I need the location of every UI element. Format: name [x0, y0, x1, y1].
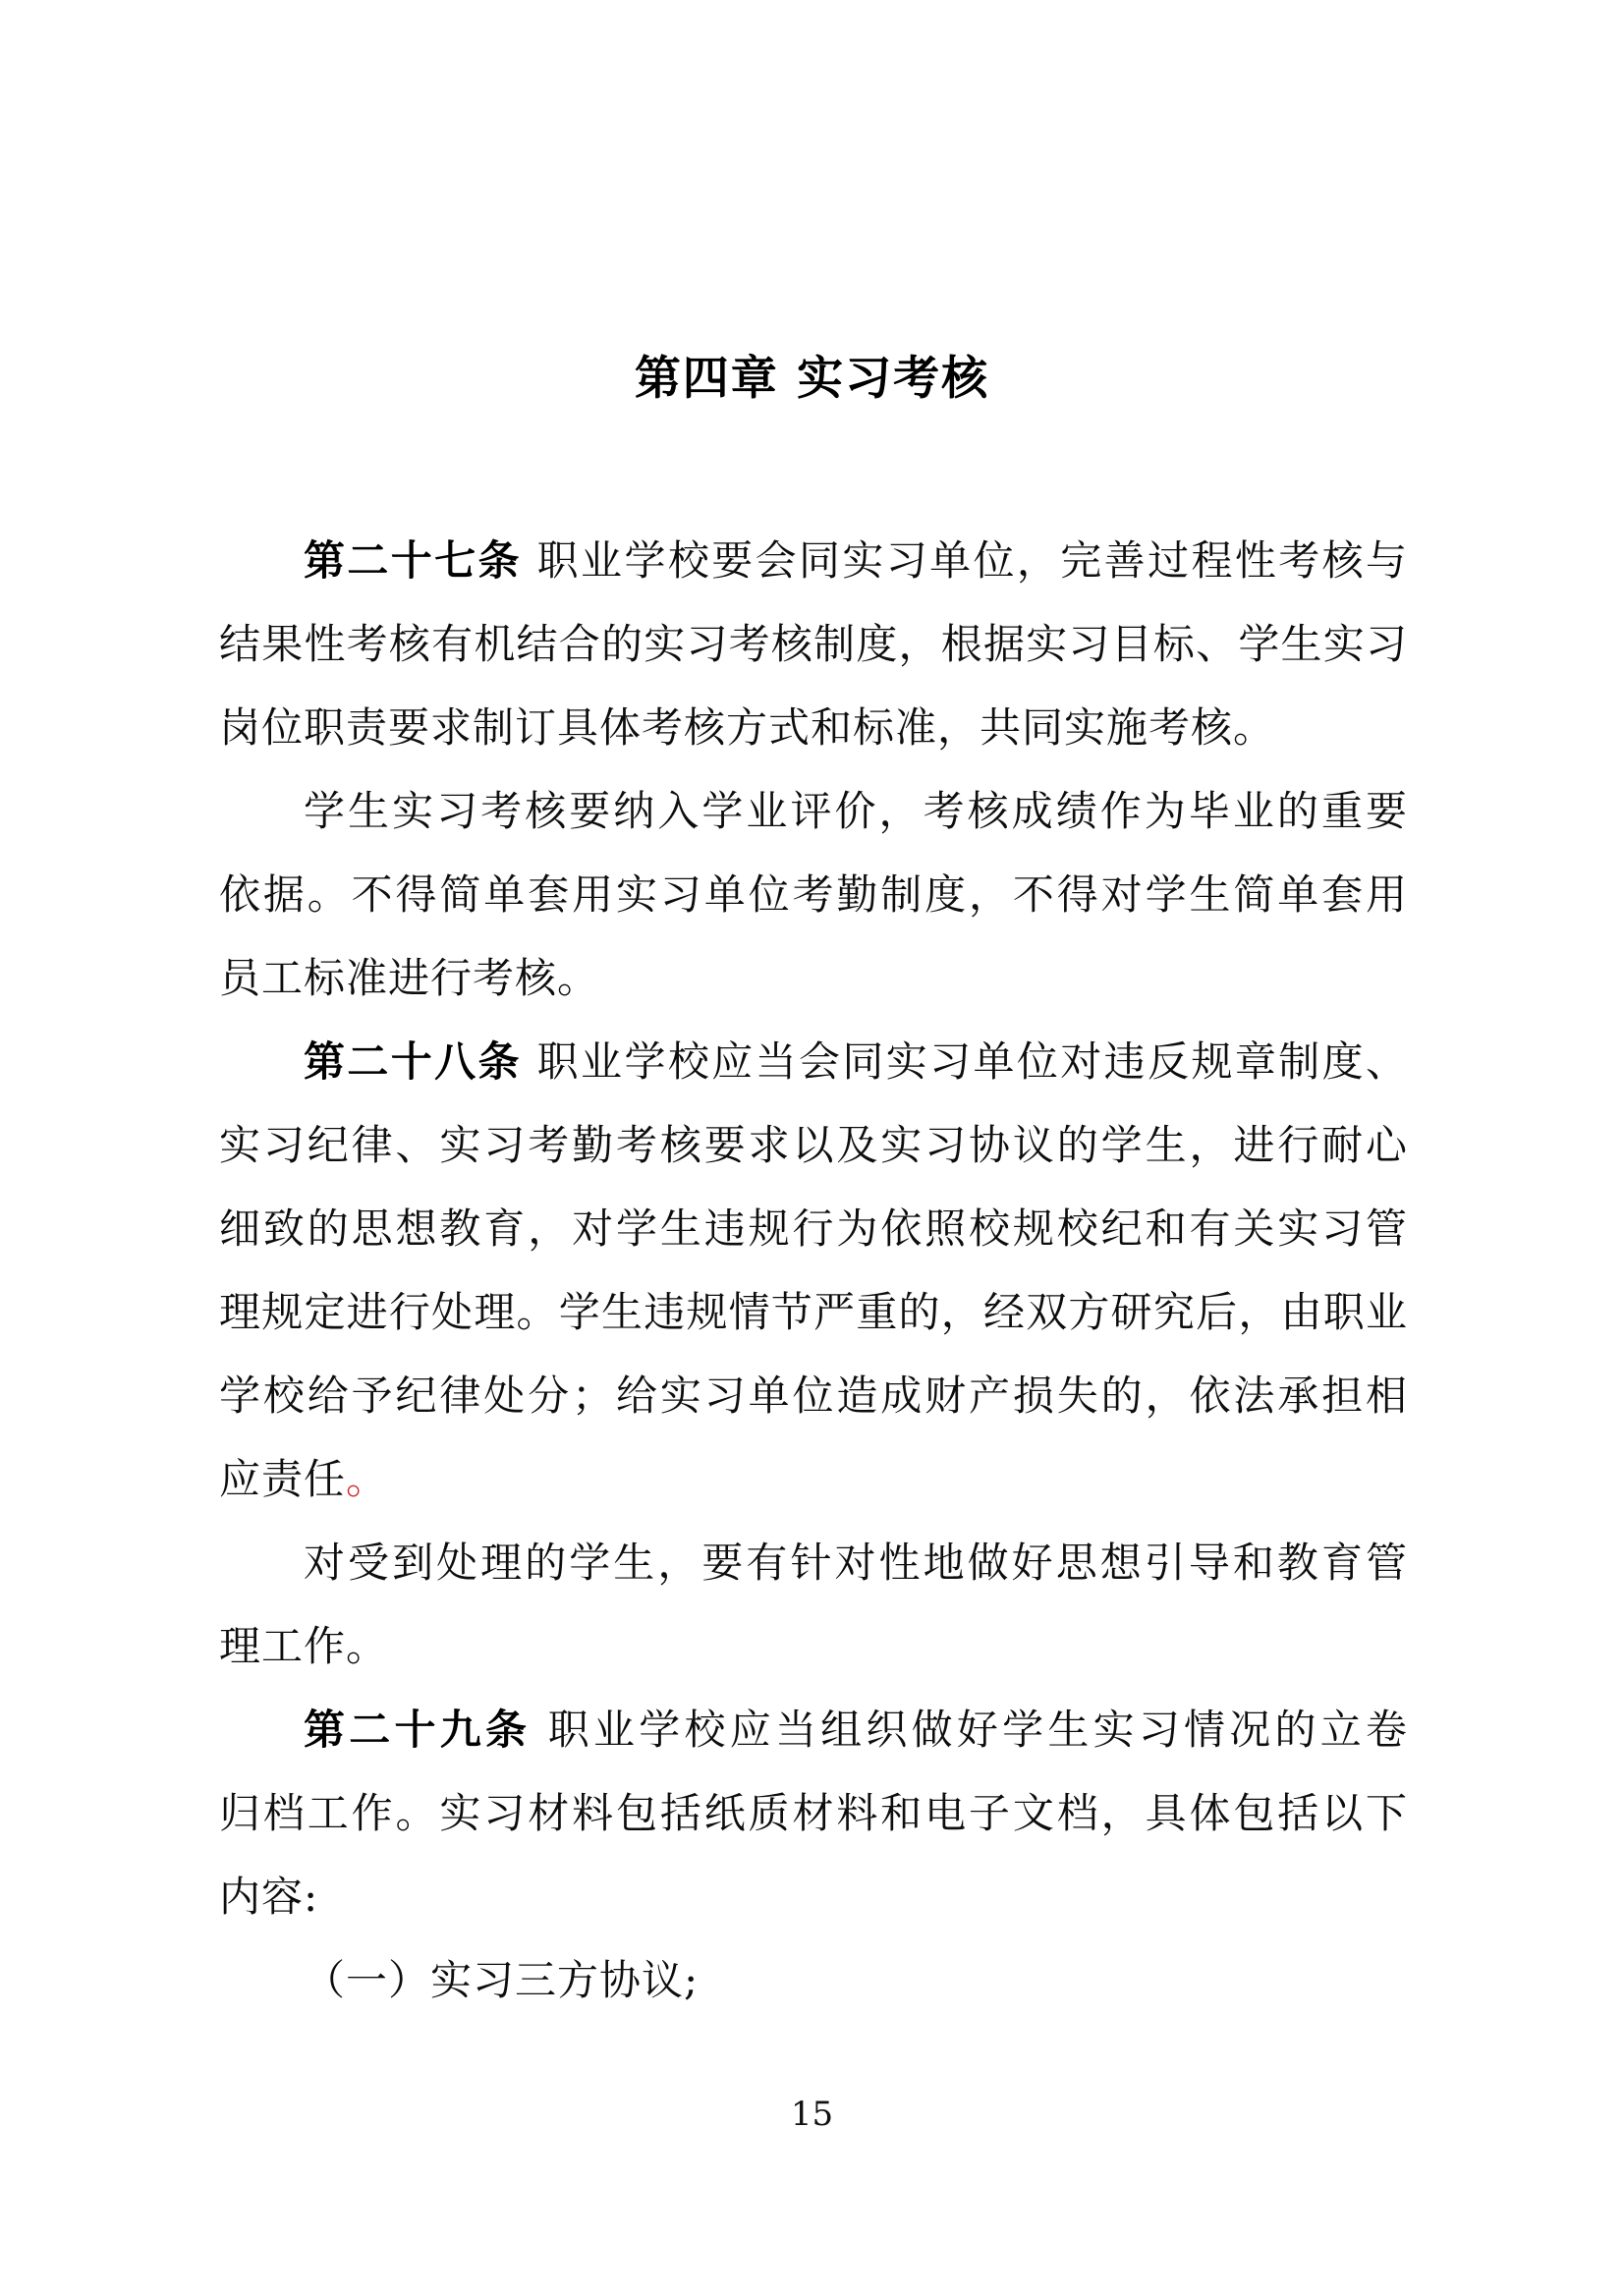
line-text: （一）实习三方协议; — [304, 1956, 700, 2004]
line-text: 岗位职责要求制订具体考核方式和标准，共同实施考核。 — [219, 703, 1276, 752]
text-line — [219, 1938, 1408, 2022]
line-text: 职业学校要会同实习单位，完善过程性考核与 — [521, 536, 1408, 585]
line-text: 理工作。 — [219, 1622, 389, 1670]
document-body — [219, 519, 1408, 2022]
text-line — [219, 602, 1408, 686]
text-line — [219, 853, 1408, 936]
line-text: 学生实习考核要纳入学业评价，考核成绩作为毕业的重要 — [304, 787, 1408, 835]
line-text: 实习纪律、实习考勤考核要求以及实习协议的学生，进行耐心 — [219, 1121, 1408, 1169]
text-line — [219, 1354, 1408, 1437]
article-number: 第二十八条 — [304, 1037, 522, 1086]
line-text: 归档工作。实习材料包括纸质材料和电子文档，具体包括以下 — [219, 1789, 1408, 1837]
line-text: 职业学校应当会同实习单位对违反规章制度、 — [521, 1037, 1408, 1086]
text-line — [219, 1020, 1408, 1103]
line-text: 应责任 — [219, 1455, 347, 1503]
red-period: 。 — [346, 1455, 389, 1503]
line-text: 职业学校应当组织做好学生实习情况的立卷 — [531, 1706, 1408, 1754]
article-number: 第二十七条 — [304, 536, 522, 585]
article-number: 第二十九条 — [304, 1706, 532, 1754]
line-text: 依据。不得简单套用实习单位考勤制度，不得对学生简单套用 — [219, 870, 1408, 919]
text-line — [219, 1437, 1408, 1521]
line-text: 员工标准进行考核。 — [219, 954, 600, 1002]
chapter-title: 第四章 实习考核 — [634, 352, 990, 406]
text-line — [219, 1270, 1408, 1354]
text-line — [219, 1604, 1408, 1688]
text-line — [219, 936, 1408, 1020]
line-text: 细致的思想教育，对学生违规行为依照校规校纪和有关实习管 — [219, 1204, 1408, 1253]
text-line — [219, 1187, 1408, 1270]
text-line — [219, 769, 1408, 853]
text-line — [219, 1855, 1408, 1938]
line-text: 内容: — [219, 1873, 319, 1921]
line-text: 理规定进行处理。学生违规情节严重的，经双方研究后，由职业 — [219, 1288, 1408, 1336]
text-line — [219, 519, 1408, 602]
text-line — [219, 1688, 1408, 1771]
line-text: 结果性考核有机结合的实习考核制度，根据实习目标、学生实习 — [219, 620, 1408, 668]
text-line — [219, 1771, 1408, 1855]
line-text: 学校给予纪律处分；给实习单位造成财产损失的，依法承担相 — [219, 1372, 1408, 1420]
text-line — [219, 686, 1408, 769]
line-text: 对受到处理的学生，要有针对性地做好思想引导和教育管 — [304, 1539, 1408, 1587]
text-line — [219, 1521, 1408, 1604]
page-number: 15 — [790, 2095, 834, 2134]
text-line — [219, 1103, 1408, 1187]
